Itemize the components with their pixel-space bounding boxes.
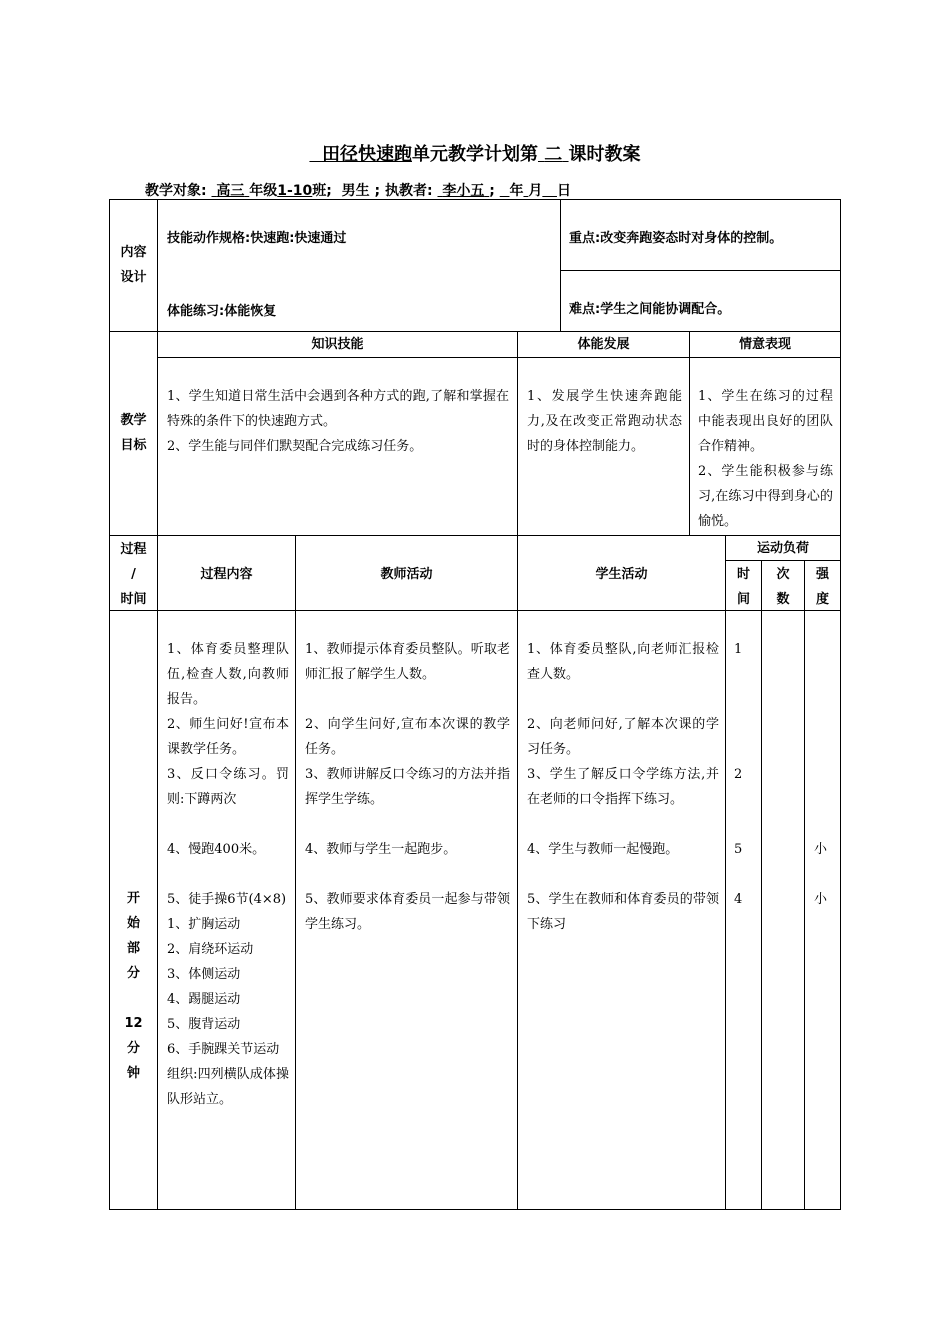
header-affective: 情意表现 — [738, 337, 791, 352]
header-fitness: 体能发展 — [577, 337, 630, 352]
objectives-label: 教学 目标 — [120, 413, 147, 453]
objectives-header-divider — [157, 357, 841, 358]
objectives-divider-2 — [689, 331, 690, 535]
teacher-item: 1、教师提示体育委员整队。听取老师汇报了解学生人数。 — [305, 642, 510, 682]
process-content-list — [167, 637, 289, 1112]
opening-stage-label: 开 始 部 分 12 分 钟 — [124, 891, 143, 1081]
design-divider — [560, 199, 561, 331]
intensity-value: 小 — [814, 842, 828, 857]
affective-item: 2、学生能积极参与练习,在练习中得到身心的愉悦。 — [698, 464, 833, 529]
classes-value: 1-10 — [277, 183, 313, 199]
title-plan: 单元教学计划第 — [411, 144, 538, 165]
process-divider-1 — [295, 535, 296, 1210]
label-class: 班; — [312, 183, 332, 199]
label-month: 月 — [528, 183, 543, 199]
title-suffix: 课时教案 — [568, 144, 641, 165]
student-item: 4、学生与教师一起慢跑。 — [527, 842, 679, 857]
objectives-divider-1 — [517, 331, 518, 535]
teacher-item: 4、教师与学生一起跑步。 — [305, 842, 457, 857]
title-topic: 田径快速跑 — [321, 144, 412, 165]
student-activity-header: 学生活动 — [595, 567, 648, 582]
stage-time-header: 过程 / 时间 — [120, 542, 147, 607]
date-separator: ; — [489, 183, 495, 199]
label-teacher: 执教者: — [385, 183, 433, 199]
header-knowledge-skill: 知识技能 — [311, 337, 364, 352]
teacher-activity-header: 教师活动 — [380, 567, 433, 582]
knowledge-item: 2、学生能与同伴们默契配合完成练习任务。 — [167, 439, 423, 454]
process-divider-2 — [517, 535, 518, 1210]
content-item: 2、师生问好!宣布本课教学任务。 — [167, 717, 289, 757]
content-item: 3、体侧运动 — [167, 967, 241, 982]
time-value: 5 — [734, 842, 743, 857]
separator: ; — [374, 183, 381, 199]
grade-value: 高三 — [216, 183, 245, 199]
student-item: 5、学生在教师和体育委员的带领下练习 — [527, 892, 719, 932]
time-value: 4 — [734, 892, 743, 907]
label-grade: 年级 — [249, 183, 278, 199]
load-count-header: 次 数 — [776, 567, 790, 607]
label-day: 日 — [556, 183, 571, 199]
skill-spec: 技能动作规格:快速跑:快速通过 — [167, 231, 347, 246]
student-item: 1、体育委员整队,向老师汇报检查人数。 — [527, 642, 719, 682]
content-item: 4、踢腿运动 — [167, 992, 241, 1007]
table-border-top — [109, 199, 841, 200]
content-item: 5、腹背运动 — [167, 1017, 241, 1032]
exercise-load-header: 运动负荷 — [756, 541, 809, 556]
process-divider-3 — [725, 535, 726, 1210]
page-title — [0, 140, 950, 166]
label-target: 教学对象: — [145, 183, 207, 199]
content-item: 组织:四列横队成体操队形站立。 — [167, 1067, 289, 1107]
affective-item: 1、学生在练习的过程中能表现出良好的团队合作精神。 — [698, 389, 833, 454]
teacher-item: 3、教师讲解反口令练习的方法并指挥学生学练。 — [305, 767, 510, 807]
fitness-item: 1、发展学生快速奔跑能力,及在改变正常跑动状态时的身体控制能力。 — [527, 389, 682, 454]
content-item: 4、慢跑400米。 — [167, 842, 266, 857]
content-item: 6、手腕踝关节运动 — [167, 1042, 280, 1057]
content-item: 5、徒手操6节(4×8) — [167, 892, 287, 907]
load-time-header: 时 间 — [736, 567, 750, 607]
load-divider-2 — [804, 560, 805, 1210]
teacher-activity-list — [305, 637, 510, 937]
student-activity-list — [527, 637, 719, 937]
gender-value: 男生 — [341, 183, 370, 199]
lesson-info-line — [145, 180, 571, 200]
fitness-practice: 体能练习:体能恢复 — [167, 304, 277, 319]
student-item: 3、学生了解反口令学练方法,并在老师的口令指挥下练习。 — [527, 767, 719, 807]
content-item: 1、扩胸运动 — [167, 917, 241, 932]
difficult-point: 难点:学生之间能协调配合。 — [569, 302, 731, 317]
time-value: 2 — [734, 767, 743, 782]
label-year: 年 — [509, 183, 524, 199]
affective-objectives — [698, 384, 833, 534]
intensity-value: 小 — [814, 892, 828, 907]
student-item: 2、向老师问好,了解本次课的学习任务。 — [527, 717, 719, 757]
fitness-objectives — [527, 384, 682, 459]
time-value: 1 — [734, 642, 743, 657]
process-content-header: 过程内容 — [200, 567, 253, 582]
knowledge-objectives — [167, 384, 509, 459]
content-item: 3、反口令练习。罚则:下蹲两次 — [167, 767, 289, 807]
load-intensity-header: 强 度 — [815, 567, 829, 607]
content-item: 2、肩绕环运动 — [167, 942, 254, 957]
teacher-name: 李小五 — [442, 183, 485, 199]
table-border-bottom — [109, 1209, 841, 1210]
content-item: 1、体育委员整理队伍,检查人数,向教师报告。 — [167, 642, 289, 707]
table-border-right — [840, 199, 841, 1210]
load-divider-1 — [761, 560, 762, 1210]
title-lesson-number: 二 — [544, 144, 563, 165]
teacher-item: 5、教师要求体育委员一起参与带领学生练习。 — [305, 892, 510, 932]
knowledge-item: 1、学生知道日常生活中会遇到各种方式的跑,了解和掌握在特殊的条件下的快速跑方式。 — [167, 389, 509, 429]
content-design-label: 内容 设计 — [120, 245, 147, 285]
teacher-item: 2、向学生问好,宣布本次课的教学任务。 — [305, 717, 510, 757]
focus-divider — [560, 270, 841, 271]
key-point: 重点:改变奔跑姿态时对身体的控制。 — [569, 231, 783, 246]
